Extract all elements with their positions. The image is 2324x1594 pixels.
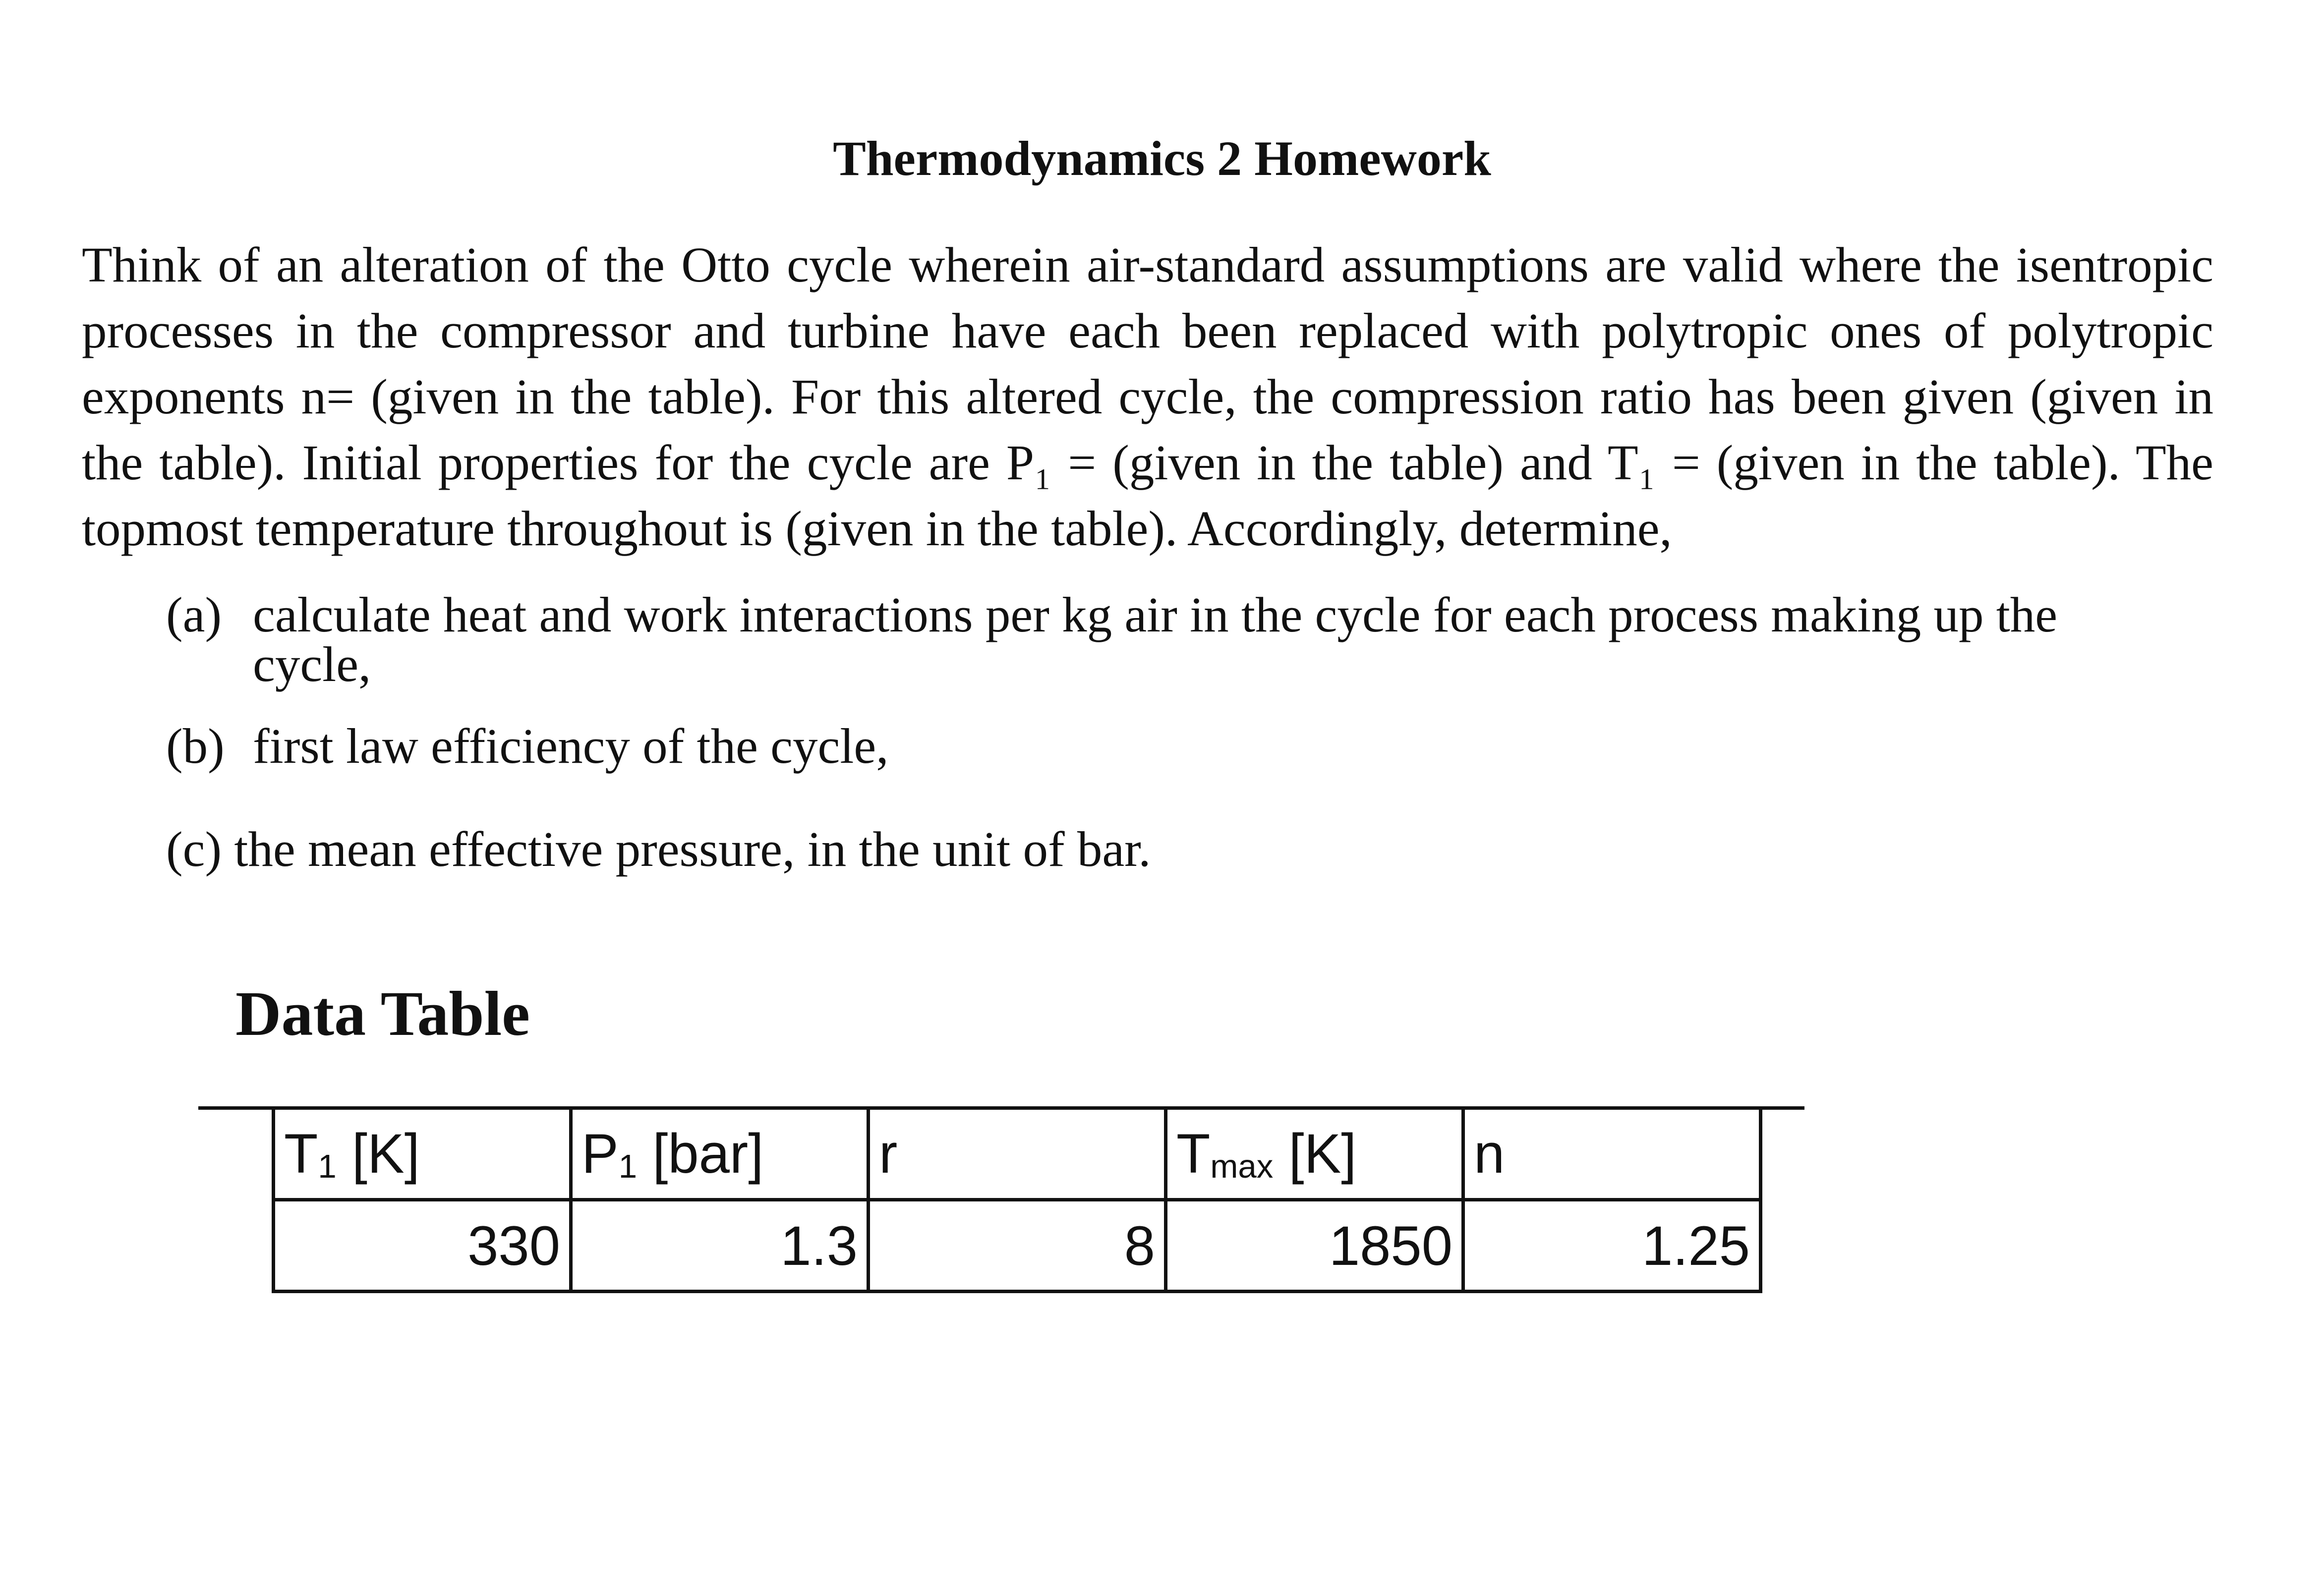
question-label: (c) — [166, 821, 222, 877]
question-text: the mean effective pressure, in the unit of bar. — [234, 821, 1151, 877]
page-title: Thermodynamics 2 Homework — [833, 131, 1491, 186]
value-cell-p1: 1.3 — [571, 1200, 869, 1292]
question-c — [166, 821, 2179, 877]
value-cell-n: 1.25 — [1463, 1200, 1761, 1292]
data-table — [272, 1106, 1762, 1293]
value-cell-t1: 330 — [274, 1200, 571, 1292]
header-cell-n: n — [1463, 1108, 1761, 1200]
header-cell-p1: P1 [bar] — [571, 1108, 869, 1200]
header-cell-t1: T1 [K] — [274, 1108, 571, 1200]
value-cell-r: 8 — [869, 1200, 1166, 1292]
header-cell-r: r — [869, 1108, 1166, 1200]
question-label: (b) — [166, 718, 225, 774]
header-cell-tmax: Tmax [K] — [1166, 1108, 1463, 1200]
table-header-row — [274, 1108, 1761, 1200]
question-text: calculate heat and work interactions per kg air in the cycle for each process making up the cycle, — [253, 587, 2058, 692]
question-label: (a) — [166, 587, 222, 642]
question-text: first law efficiency of the cycle, — [253, 718, 889, 774]
data-table-heading: Data Table — [235, 978, 530, 1049]
table-row — [274, 1200, 1761, 1292]
value-cell-tmax: 1850 — [1166, 1200, 1463, 1292]
problem-statement: Think of an alteration of the Otto cycle wherein air-standard assumptions are valid where the isentropic processes in the compressor and turbine have each been replaced with polytropic ones of polytropic exponents n= (given in the table). For this altered cycle, the compression ratio has been given (given in the table). Initial properties for the cycle are P₁ = (given in the table) and T₁ = (given in the table). The topmost temperature throughout is (given in the table). Accordingly, determine, — [82, 237, 2213, 556]
